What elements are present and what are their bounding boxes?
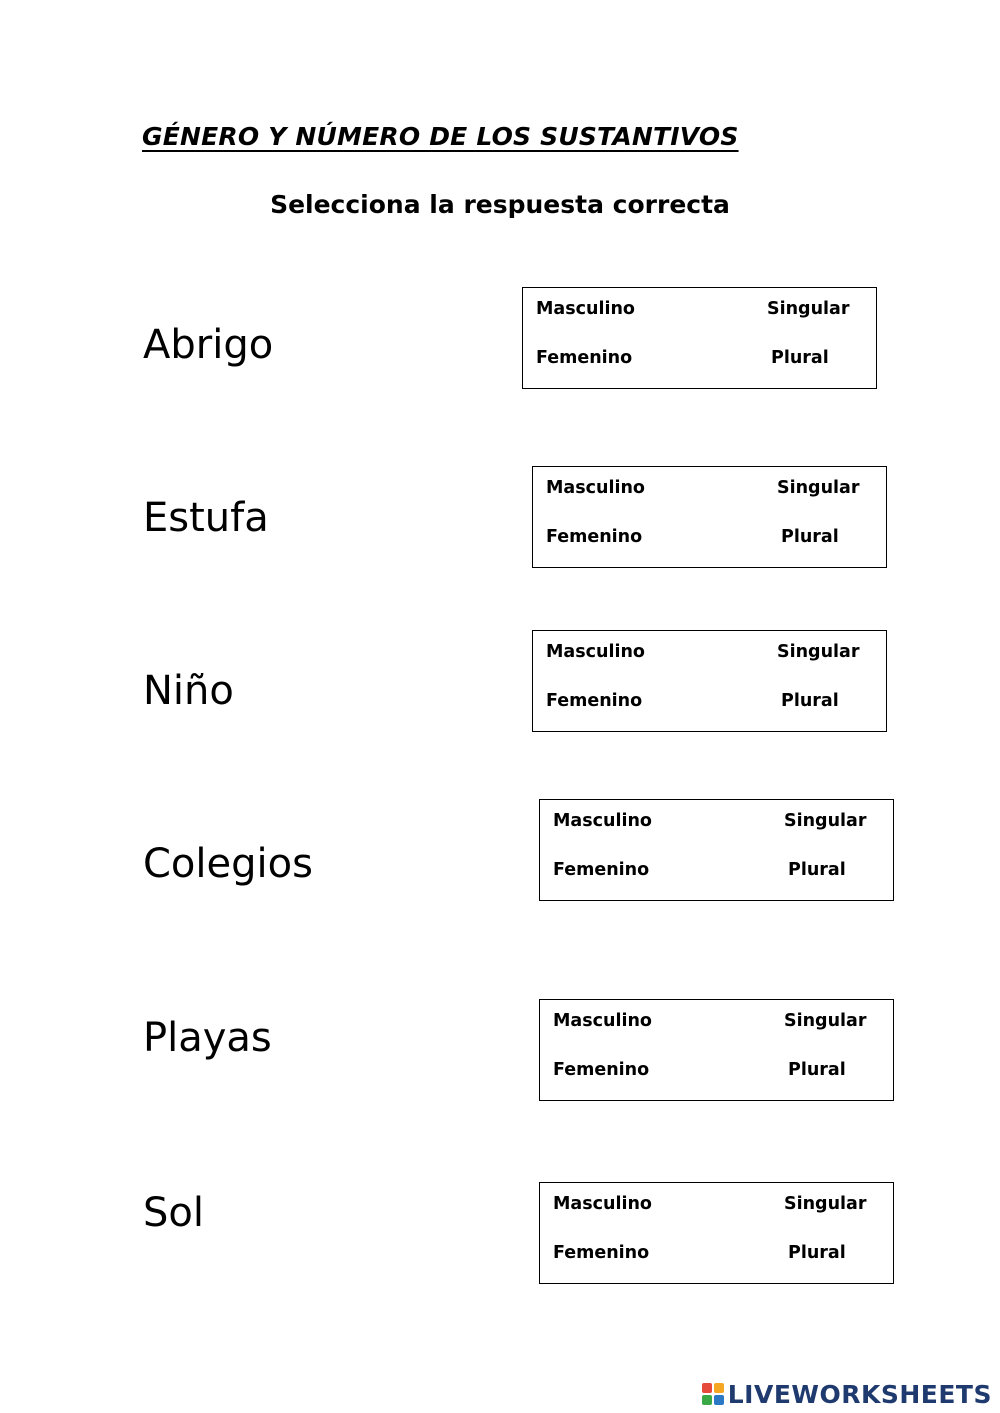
noun-word: Estufa — [143, 495, 269, 541]
option-femenino[interactable]: Femenino — [536, 348, 633, 368]
option-plural[interactable]: Plural — [788, 1243, 846, 1263]
option-masculino[interactable]: Masculino — [536, 299, 635, 319]
liveworksheets-logo — [702, 1380, 992, 1408]
noun-word: Sol — [143, 1190, 204, 1236]
answer-box — [532, 630, 887, 732]
option-plural[interactable]: Plural — [781, 691, 839, 711]
answer-box — [539, 1182, 894, 1284]
answer-box — [522, 287, 877, 389]
logo-square-green — [702, 1395, 712, 1405]
option-singular[interactable]: Singular — [777, 478, 860, 498]
option-femenino[interactable]: Femenino — [546, 691, 643, 711]
instruction-text: Selecciona la respuesta correcta — [270, 190, 730, 219]
answer-box — [539, 999, 894, 1101]
option-singular[interactable]: Singular — [777, 642, 860, 662]
option-masculino[interactable]: Masculino — [553, 1011, 652, 1031]
logo-text: LIVEWORKSHEETS — [727, 1379, 992, 1409]
liveworksheets-logo-icon — [702, 1383, 724, 1405]
option-singular[interactable]: Singular — [767, 299, 850, 319]
option-singular[interactable]: Singular — [784, 1194, 867, 1214]
option-singular[interactable]: Singular — [784, 811, 867, 831]
option-singular[interactable]: Singular — [784, 1011, 867, 1031]
option-masculino[interactable]: Masculino — [553, 811, 652, 831]
option-masculino[interactable]: Masculino — [553, 1194, 652, 1214]
answer-box — [532, 466, 887, 568]
option-plural[interactable]: Plural — [788, 860, 846, 880]
noun-word: Niño — [143, 668, 234, 714]
option-masculino[interactable]: Masculino — [546, 478, 645, 498]
logo-square-orange — [714, 1383, 724, 1393]
logo-square-blue — [714, 1395, 724, 1405]
noun-word: Playas — [143, 1015, 272, 1061]
option-plural[interactable]: Plural — [788, 1060, 846, 1080]
option-plural[interactable]: Plural — [781, 527, 839, 547]
option-femenino[interactable]: Femenino — [546, 527, 643, 547]
option-femenino[interactable]: Femenino — [553, 1060, 650, 1080]
logo-square-red — [702, 1383, 712, 1393]
option-femenino[interactable]: Femenino — [553, 1243, 650, 1263]
noun-word: Abrigo — [143, 322, 274, 368]
option-plural[interactable]: Plural — [771, 348, 829, 368]
worksheet-title: GÉNERO Y NÚMERO DE LOS SUSTANTIVOS — [142, 122, 739, 151]
answer-box — [539, 799, 894, 901]
option-masculino[interactable]: Masculino — [546, 642, 645, 662]
noun-word: Colegios — [143, 841, 313, 887]
option-femenino[interactable]: Femenino — [553, 860, 650, 880]
